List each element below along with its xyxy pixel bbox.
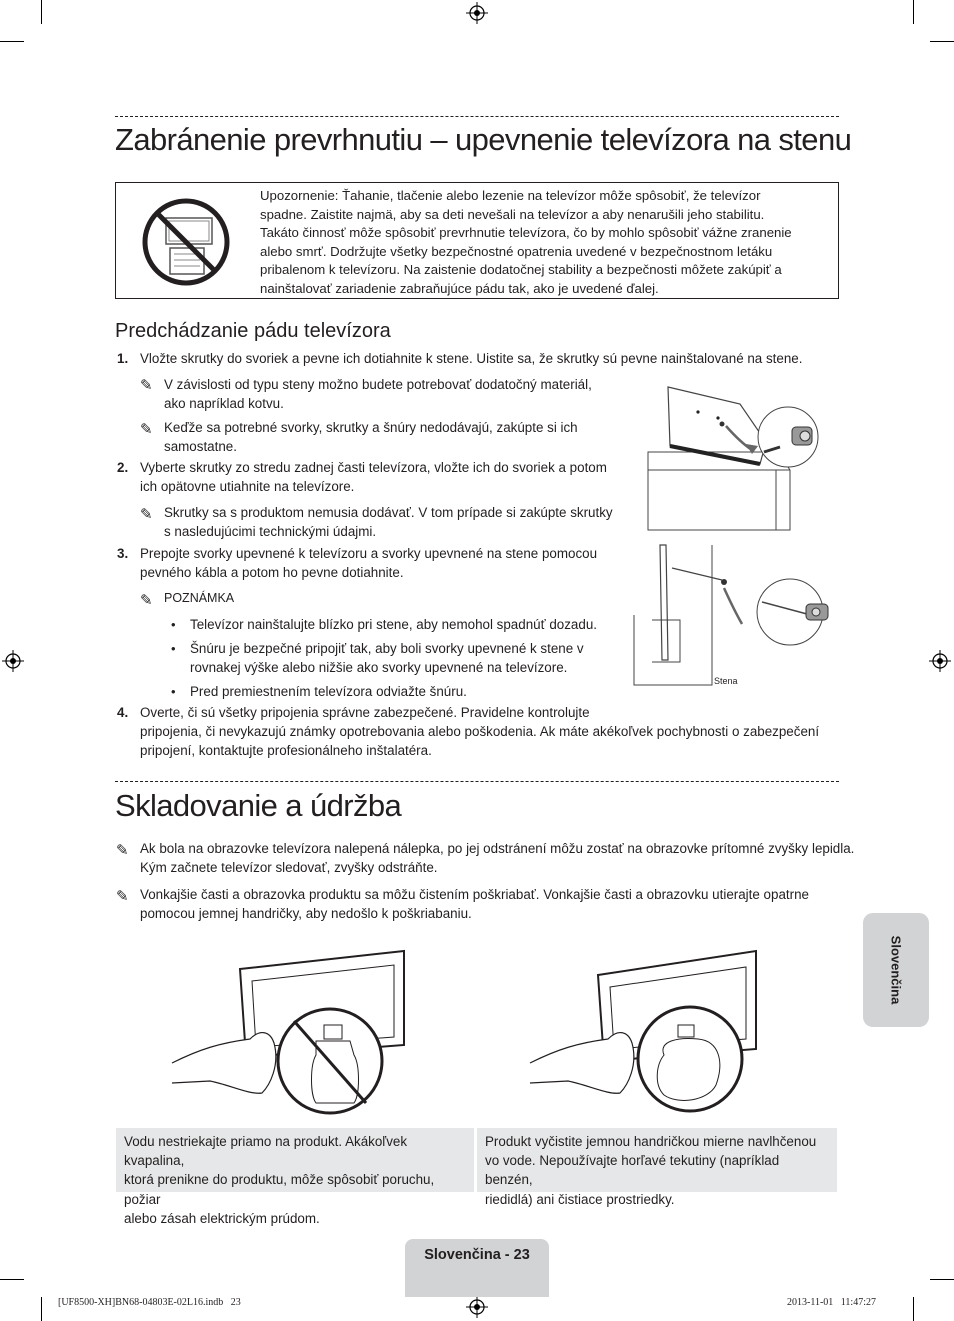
text-line: s nasledujúcimi technickými údajmi.: [164, 524, 377, 540]
warning-line: nainštalovať zariadenie zabraňujúce pádu tak, ako je uvedené ďalej.: [260, 280, 659, 296]
text-line: Skrutky sa s produktom nemusia dodávať. V tom prípade si zakúpte skrutky: [164, 505, 613, 520]
text-line: Vonkajšie časti a obrazovka produktu sa môžu čistením poškriabať. Vonkajšie časti a obrazovku utierajte opatrne: [140, 887, 809, 902]
text-line: pripojení, kontaktujte profesionálneho inštalatéra.: [140, 743, 432, 759]
text-line: Šnúru je bezpečné pripojiť tak, aby boli svorky upevnené k stene v: [190, 641, 584, 656]
step1-note1: [164, 375, 592, 413]
text-line: ktorá prenikne do produktu, môže spôsobiť poruchu, požiar: [124, 1172, 435, 1207]
warning-text: [260, 187, 830, 299]
registration-mark-icon: [466, 1296, 488, 1318]
text-line: Kým začnete televízor sledovať, zvyšky odstráňte.: [140, 860, 438, 876]
note-icon: ✎: [140, 421, 153, 438]
bullet: •: [171, 617, 176, 632]
step1-note2: [164, 418, 578, 456]
footer-timestamp: 2013-11-01 11:47:27: [787, 1297, 876, 1308]
warning-line: Upozornenie: Ťahanie, tlačenie alebo lezenie na televízor môže spôsobiť, že televízor: [260, 188, 761, 203]
text-line: Keďže sa potrebné svorky, skrutky a šnúry nedodávajú, zakúpte si ich: [164, 420, 578, 435]
text-line: ako napríklad kotvu.: [164, 396, 284, 412]
step2-note1: [164, 503, 613, 541]
note-icon: ✎: [116, 842, 129, 859]
footer-file: [UF8500-XH]BN68-04803E-02L16.indb 23: [58, 1297, 241, 1308]
step-number: 2.: [117, 460, 129, 475]
bullet-text: Pred premiestnením televízora odviažte šnúru.: [190, 684, 467, 699]
step-number: 4.: [117, 705, 129, 720]
language-tab: [863, 913, 929, 1027]
text-line: samostatne.: [164, 439, 237, 455]
text-line: riedidlá) ani čistiace prostriedky.: [485, 1191, 675, 1207]
note-icon: ✎: [140, 592, 153, 609]
language-tab-label: Slovenčina: [888, 935, 904, 1005]
warning-box: [115, 182, 839, 299]
text-line: pomocou jemnej handričky, aby nedošlo k poškriabaniu.: [140, 906, 472, 922]
storage-note2: [140, 885, 809, 923]
no-climbing-icon: [140, 198, 232, 286]
text-line: alebo zásah elektrickým prúdom.: [124, 1210, 320, 1226]
text-line: Produkt vyčistite jemnou handričkou mierne navlhčenou: [485, 1134, 817, 1149]
tv-bracket-illustration: [640, 382, 830, 532]
page-number: Slovenčina - 23: [424, 1247, 530, 1263]
caption-cloth: [477, 1128, 837, 1207]
warning-line: Takáto činnosť môže spôsobiť prevrhnutie televízora, čo by mohlo spôsobiť vážne zranenie: [260, 225, 792, 241]
text-line: ich opätovne utiahnite na televízore.: [140, 479, 355, 495]
bullet: •: [171, 684, 176, 699]
step3-text: [140, 544, 597, 582]
text-line: Ak bola na obrazovke televízora nalepená nálepka, po jej odstránení môžu zostať na obrazovke prítomné zvyšky lepidla.: [140, 841, 855, 856]
note-label: POZNÁMKA: [164, 591, 235, 605]
text-line: Prepojte svorky upevnené k televízoru a svorky upevnené na stene pomocou: [140, 546, 598, 561]
bullet-text: Televízor nainštalujte blízko pri stene, aby nemohol spadnúť dozadu.: [190, 617, 597, 632]
section-divider: [115, 781, 839, 782]
subsection-title: Predchádzanie pádu televízora: [115, 320, 391, 342]
registration-mark-icon: [929, 650, 951, 672]
step2-text: [140, 458, 607, 496]
wall-label: Stena: [714, 676, 738, 686]
crop-mark: [913, 1297, 914, 1321]
text-line: Vodu nestriekajte priamo na produkt. Akákoľvek kvapalina,: [124, 1134, 408, 1169]
section2-title: Skladovanie a údržba: [115, 788, 402, 823]
crop-mark: [930, 1279, 954, 1280]
bullet: •: [171, 641, 176, 656]
bullet-text: [190, 639, 584, 677]
crop-mark: [41, 1297, 42, 1321]
warning-line: pribalenom k televízoru. Na zaistenie dodatočnej stability a bezpečnosti môžete zakúpiť a: [260, 262, 782, 278]
registration-mark-icon: [466, 2, 488, 24]
text-line: Vyberte skrutky zo stredu zadnej časti televízora, vložte ich do svoriek a potom: [140, 460, 607, 475]
page-number-tab: [405, 1239, 549, 1297]
section1-title: Zabránenie prevrhnutiu – upevnenie televízora na stenu: [115, 122, 852, 157]
text-line: Overte, či sú všetky pripojenia správne zabezpečené. Pravidelne kontrolujte: [140, 705, 590, 720]
step-number: 3.: [117, 546, 129, 561]
text-line: pripojenia, či nevykazujú známky opotrebovania alebo poškodenia. Ak máte akékoľvek pochybnosti o zabezpečení: [140, 724, 820, 740]
section-divider: [115, 116, 839, 117]
step4-text: [140, 703, 819, 761]
registration-mark-icon: [2, 650, 24, 672]
warning-line: alebo smrť. Dodržujte všetky bezpečnostné opatrenia uvedené v bezpečnostnom letáku: [260, 243, 773, 259]
cloth-cleaning-illustration: [528, 945, 768, 1120]
note-icon: ✎: [140, 377, 153, 394]
crop-mark: [930, 41, 954, 42]
step-number: 1.: [117, 351, 129, 366]
crop-mark: [913, 0, 914, 24]
text-line: V závislosti od typu steny možno budete potrebovať dodatočný materiál,: [164, 377, 592, 392]
step1-text: Vložte skrutky do svoriek a pevne ich dotiahnite k stene. Uistite sa, že skrutky sú pevne nainštalované na stene.: [140, 351, 803, 366]
storage-note1: [140, 839, 854, 877]
no-spray-illustration: [170, 945, 410, 1120]
warning-line: spadne. Zaistite najmä, aby sa deti nevešali na televízor a aby nenarušili jeho stabilitu.: [260, 206, 765, 222]
note-icon: ✎: [140, 506, 153, 523]
crop-mark: [0, 41, 24, 42]
caption-no-spray: [116, 1128, 474, 1226]
crop-mark: [41, 0, 42, 24]
text-line: vo vode. Nepoužívajte horľavé tekutiny (napríklad benzén,: [485, 1153, 780, 1188]
text-line: pevného kábla a potom ho pevne dotiahnite.: [140, 565, 404, 581]
tv-wall-cable-illustration: [632, 540, 832, 690]
text-line: rovnakej výške alebo nižšie ako svorky upevnené na televízore.: [190, 660, 568, 676]
crop-mark: [0, 1279, 24, 1280]
note-icon: ✎: [116, 888, 129, 905]
